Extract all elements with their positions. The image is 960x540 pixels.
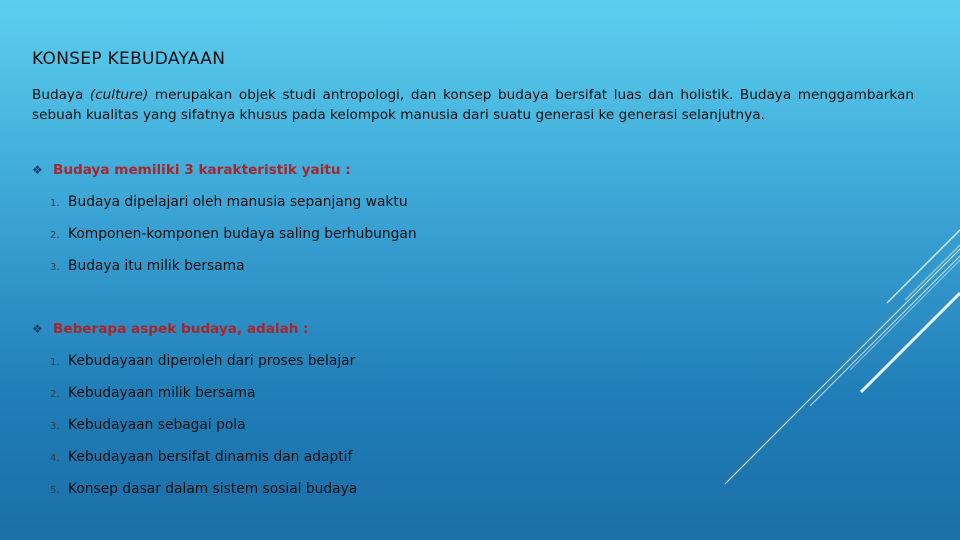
list-text: Konsep dasar dalam sistem sosial budaya: [68, 481, 358, 497]
list-text: Budaya itu milik bersama: [68, 258, 245, 274]
list-number: 2.: [50, 230, 60, 241]
list-item: [50, 481, 357, 497]
list-number: 1.: [50, 198, 60, 209]
list-item: [50, 385, 256, 401]
list-item: [50, 226, 417, 242]
list-number: 4.: [50, 453, 60, 464]
list-text: Budaya dipelajari oleh manusia sepanjang waktu: [68, 194, 408, 210]
intro-paragraph: [32, 86, 914, 125]
list-number: 2.: [50, 389, 60, 400]
list-text: Kebudayaan milik bersama: [68, 385, 256, 401]
deco-line-3: [861, 293, 960, 392]
section-heading-text: Budaya memiliki 3 karakteristik yaitu :: [53, 162, 351, 178]
intro-text-start: Budaya: [32, 87, 90, 103]
deco-line-6: [850, 260, 960, 370]
list-text: Komponen-komponen budaya saling berhubungan: [68, 226, 417, 242]
intro-text-italic: (culture): [89, 87, 149, 103]
list-number: 5.: [50, 485, 60, 496]
list-item: [50, 353, 355, 369]
section-heading-aspects: [32, 321, 309, 337]
intro-text-rest: merupakan objek studi antropologi, dan konsep budaya bersifat luas dan holistik. Budaya menggambarkan sebuah kualitas yang sifatnya khusus pada kelompok manusia dari suatu generasi ke generasi selanjutnya.: [32, 87, 914, 123]
deco-line-1: [725, 249, 960, 484]
diamond-bullet-icon: ❖: [32, 163, 43, 177]
section-heading-text: Beberapa aspek budaya, adalah :: [53, 321, 309, 337]
deco-line-2: [810, 256, 960, 406]
list-item: [50, 417, 246, 433]
list-text: Kebudayaan sebagai pola: [68, 417, 246, 433]
list-item: [50, 258, 245, 274]
list-number: 1.: [50, 357, 60, 368]
section-heading-characteristics: [32, 162, 351, 178]
list-text: Kebudayaan diperoleh dari proses belajar: [68, 353, 356, 369]
slide-title: KONSEP KEBUDAYAAN: [32, 49, 226, 69]
list-number: 3.: [50, 421, 60, 432]
list-text: Kebudayaan bersifat dinamis dan adaptif: [68, 449, 353, 465]
diamond-bullet-icon: ❖: [32, 322, 43, 336]
list-number: 3.: [50, 262, 60, 273]
deco-line-5: [905, 245, 960, 300]
list-item: [50, 449, 352, 465]
list-item: [50, 194, 408, 210]
